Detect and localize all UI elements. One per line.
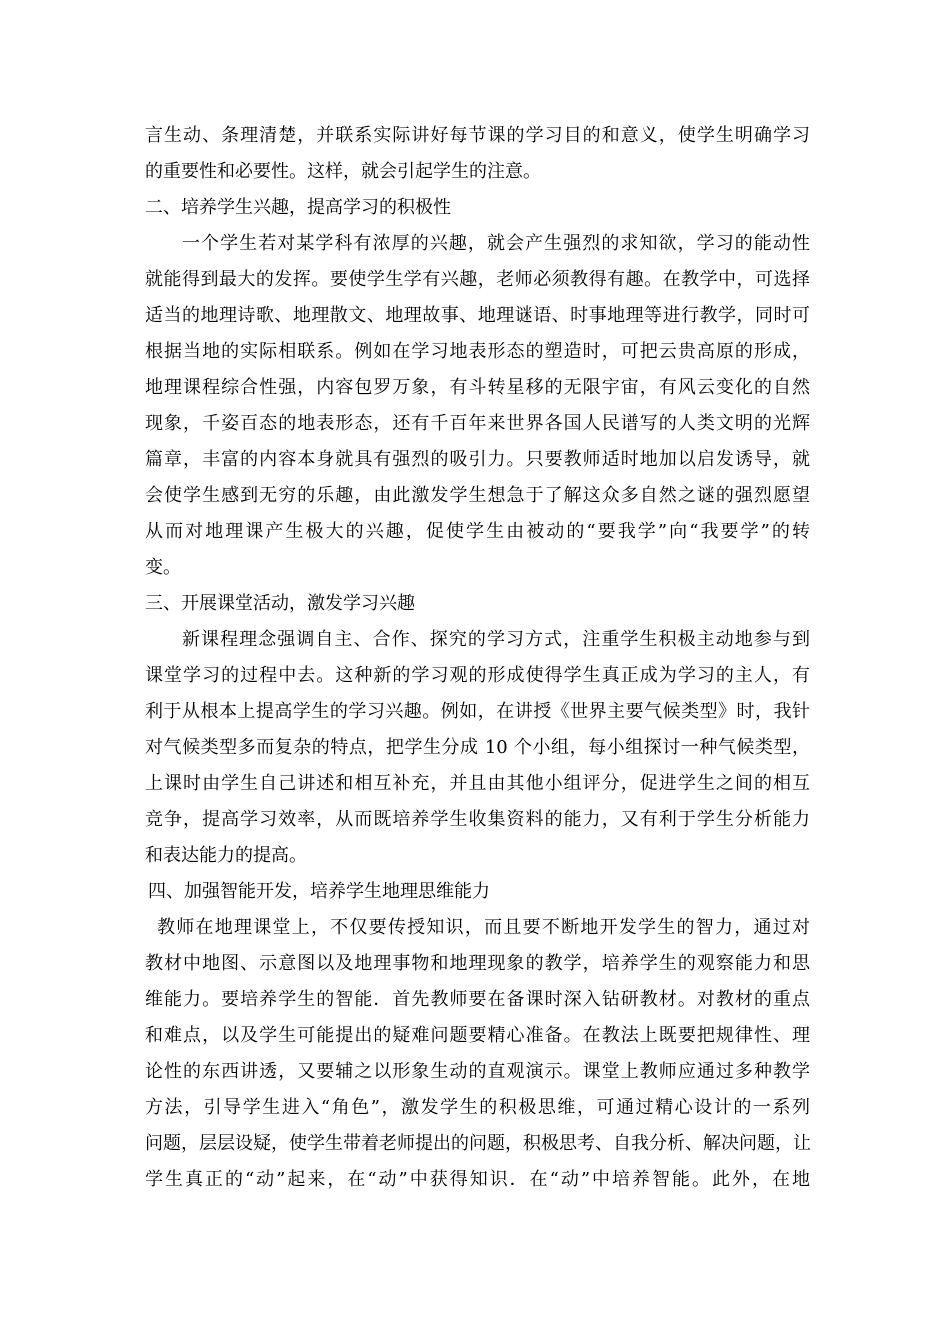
body-line: 的重要性和必要性。这样，就会引起学生的注意。: [145, 161, 541, 182]
body-line: 教师在地理课堂上，不仅要传授知识，而且要不断地开发学生的智力，通过对: [157, 917, 810, 938]
body-line: 学生真正的“动”起来，在“动”中获得知识．在“动”中培养智能。此外，在地: [145, 1169, 810, 1190]
body-line: 论性的东西讲透，又要辅之以形象生动的直观演示。课堂上教师应通过多种教学: [145, 1061, 810, 1082]
body-line: 适当的地理诗歌、地理散文、地理故事、地理谜语、时事地理等进行教学，同时可: [145, 305, 810, 326]
body-line: 现象，千姿百态的地表形态，还有千百年来世界各国人民谱写的人类文明的光辉: [145, 413, 810, 434]
section-heading: 二、培养学生兴趣，提高学习的积极性: [145, 197, 451, 218]
body-line: 从而对地理课产生极大的兴趣，促使学生由被动的“要我学”向“我要学”的转: [145, 521, 810, 542]
body-line: 问题，层层设疑，使学生带着老师提出的问题，积极思考、自我分析、解决问题，让: [145, 1133, 811, 1154]
body-line: 言生动、条理清楚，并联系实际讲好每节课的学习目的和意义，使学生明确学习: [145, 125, 810, 146]
body-line: 对气候类型多而复杂的特点，把学生分成 10 个小组，每小组探讨一种气候类型，: [145, 737, 810, 758]
body-line: 上课时由学生自己讲述和相互补充，并且由其他小组评分，促进学生之间的相互: [145, 773, 810, 794]
section-heading: 三、开展课堂活动，激发学习兴趣: [145, 593, 415, 614]
body-line: 地理课程综合性强，内容包罗万象，有斗转星移的无限宇宙，有风云变化的自然: [145, 377, 810, 398]
body-line: 和表达能力的提高。: [145, 845, 307, 866]
body-line: 维能力。要培养学生的智能．首先教师要在备课时深入钻研教材。对教材的重点: [145, 989, 810, 1010]
body-line: 一个学生若对某学科有浓厚的兴趣，就会产生强烈的求知欲，学习的能动性: [182, 233, 810, 254]
body-line: 新课程理念强调自主、合作、探究的学习方式，注重学生积极主动地参与到: [182, 629, 810, 650]
body-line: 变。: [145, 557, 181, 578]
body-line: 篇章，丰富的内容本身就具有强烈的吸引力。只要教师适时地加以启发诱导，就: [145, 449, 810, 470]
body-line: 利于从根本上提高学生的学习兴趣。例如，在讲授《世界主要气候类型》时，我针: [145, 701, 810, 722]
document-body: [145, 118, 810, 1198]
body-line: 教材中地图、示意图以及地理事物和地理现象的教学，培养学生的观察能力和思: [145, 953, 810, 974]
body-line: 和难点，以及学生可能提出的疑难问题要精心准备。在教法上既要把规律性、理: [145, 1025, 810, 1046]
section-heading: 四、加强智能开发，培养学生地理思维能力: [148, 881, 490, 902]
body-line: 竞争，提高学习效率，从而既培养学生收集资料的能力，又有利于学生分析能力: [145, 809, 810, 830]
body-line: 根据当地的实际相联系。例如在学习地表形态的塑造时，可把云贵高原的形成，: [145, 341, 810, 362]
body-line: 会使学生感到无穷的乐趣，由此激发学生想急于了解这众多自然之谜的强烈愿望: [145, 485, 810, 506]
body-line: 就能得到最大的发挥。要使学生学有兴趣，老师必须教得有趣。在教学中，可选择: [145, 269, 810, 290]
body-line: 课堂学习的过程中去。这种新的学习观的形成使得学生真正成为学习的主人，有: [145, 665, 810, 686]
body-line: 方法，引导学生进入“角色”，激发学生的积极思维，可通过精心设计的一系列: [145, 1097, 810, 1118]
